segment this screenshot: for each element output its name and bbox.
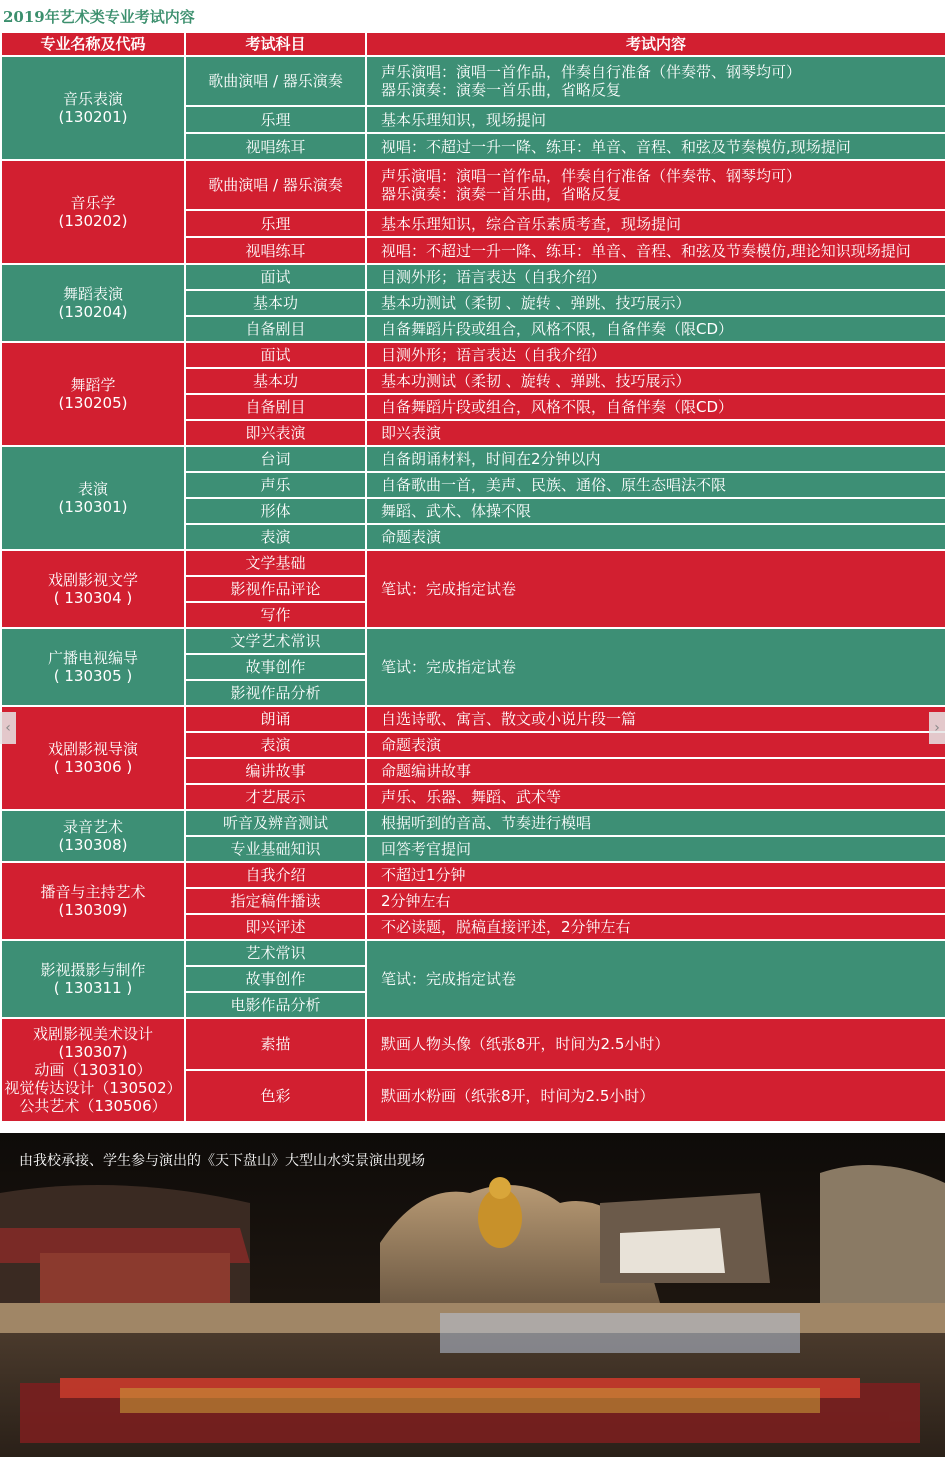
content-line: 自选诗歌、寓言、散文或小说片段一篇 — [381, 710, 637, 728]
exam-content-table — [0, 31, 945, 1123]
content-cell — [366, 160, 945, 210]
major-name-line: 舞蹈学 — [70, 376, 116, 394]
content-line: 声乐演唱：演唱一首作品，伴奏自行准备（伴奏带、钢琴均可） — [381, 63, 802, 81]
table-row — [1, 862, 945, 888]
subject-cell: 影视作品分析 — [185, 680, 366, 706]
content-cell — [366, 210, 945, 237]
content-line: 默画人物头像（纸张8开，时间为2.5小时） — [381, 1035, 670, 1053]
table-row — [1, 160, 945, 210]
next-arrow-button[interactable]: › — [929, 712, 945, 744]
major-cell — [1, 810, 185, 862]
content-line: 不超过1分钟 — [381, 866, 466, 884]
subject-cell: 歌曲演唱 / 器乐演奏 — [185, 56, 366, 106]
content-line: 即兴表演 — [381, 424, 442, 442]
major-name-line: (130204) — [58, 303, 128, 321]
subject-cell: 电影作品分析 — [185, 992, 366, 1018]
major-name-line: 动画（130310） — [34, 1061, 152, 1079]
major-cell — [1, 160, 185, 264]
major-name-line: 录音艺术 — [62, 818, 123, 836]
content-line: 自备舞蹈片段或组合，风格不限，自备伴奏（限CD） — [381, 320, 734, 338]
content-line: 根据听到的音高、节奏进行模唱 — [381, 814, 592, 832]
major-name-line: (130301) — [58, 498, 128, 516]
table-row — [1, 446, 945, 472]
table-row — [1, 628, 945, 654]
content-cell — [366, 914, 945, 940]
content-cell — [366, 106, 945, 133]
table-row — [1, 940, 945, 966]
table-row — [1, 706, 945, 732]
table-row — [1, 1018, 945, 1070]
major-cell — [1, 264, 185, 342]
content-line: 基本功测试（柔韧 、旋转 、弹跳、技巧展示） — [381, 294, 691, 312]
content-cell — [366, 446, 945, 472]
content-cell — [366, 264, 945, 290]
subject-cell: 表演 — [185, 524, 366, 550]
content-cell — [366, 498, 945, 524]
major-cell — [1, 706, 185, 810]
major-name-line: (130205) — [58, 394, 128, 412]
header-subject: 考试科目 — [185, 32, 366, 56]
major-name-line: 播音与主持艺术 — [40, 883, 146, 901]
header-major: 专业名称及代码 — [1, 32, 185, 56]
subject-cell: 面试 — [185, 264, 366, 290]
content-cell — [366, 784, 945, 810]
content-line: 声乐演唱：演唱一首作品，伴奏自行准备（伴奏带、钢琴均可） — [381, 167, 802, 185]
content-line: 命题编讲故事 — [381, 762, 472, 780]
subject-cell: 乐理 — [185, 106, 366, 133]
subject-cell: 乐理 — [185, 210, 366, 237]
subject-cell: 即兴表演 — [185, 420, 366, 446]
performance-photo — [0, 1133, 945, 1457]
content-cell — [366, 1070, 945, 1122]
content-cell — [366, 133, 945, 160]
content-line: 命题表演 — [381, 528, 442, 546]
prev-arrow-button[interactable]: ‹ — [0, 712, 16, 744]
table-row — [1, 810, 945, 836]
content-cell — [366, 342, 945, 368]
content-line: 基本乐理知识，综合音乐素质考查，现场提问 — [381, 214, 682, 233]
major-name-line: 音乐学 — [70, 194, 116, 212]
content-cell — [366, 862, 945, 888]
major-name-line: (130308) — [58, 836, 128, 854]
content-cell — [366, 836, 945, 862]
content-cell — [366, 472, 945, 498]
subject-cell: 故事创作 — [185, 654, 366, 680]
major-name-line: 公共艺术（130506） — [19, 1097, 167, 1115]
content-line: 器乐演奏：演奏一首乐曲，省略反复 — [381, 81, 622, 99]
content-line: 视唱：不超过一升一降、练耳：单音、音程、和弦及节奏模仿,理论知识现场提问 — [381, 241, 911, 260]
major-name-line: ( 130304 ) — [53, 589, 133, 607]
subject-cell: 朗诵 — [185, 706, 366, 732]
subject-cell: 歌曲演唱 / 器乐演奏 — [185, 160, 366, 210]
subject-cell: 面试 — [185, 342, 366, 368]
content-cell — [366, 732, 945, 758]
content-cell — [366, 316, 945, 342]
subject-cell: 听音及辨音测试 — [185, 810, 366, 836]
major-name-line: ( 130306 ) — [53, 758, 133, 776]
content-cell — [366, 420, 945, 446]
major-cell — [1, 1018, 185, 1122]
content-line: 目测外形；语言表达（自我介绍） — [381, 346, 607, 364]
subject-cell: 才艺展示 — [185, 784, 366, 810]
content-line: 声乐、乐器、舞蹈、武术等 — [381, 788, 562, 806]
content-line: 舞蹈、武术、体操不限 — [381, 502, 532, 520]
content-cell — [366, 368, 945, 394]
subject-cell: 自我介绍 — [185, 862, 366, 888]
table-row — [1, 342, 945, 368]
content-line: 回答考官提问 — [381, 840, 472, 858]
subject-cell: 色彩 — [185, 1070, 366, 1122]
header-content: 考试内容 — [366, 32, 945, 56]
subject-cell: 故事创作 — [185, 966, 366, 992]
content-cell — [366, 290, 945, 316]
content-line: 不必读题，脱稿直接评述，2分钟左右 — [381, 918, 631, 936]
subject-cell: 视唱练耳 — [185, 237, 366, 264]
page-title: 2019年艺术类专业考试内容 — [3, 8, 195, 26]
subject-cell: 基本功 — [185, 290, 366, 316]
subject-cell: 自备剧目 — [185, 394, 366, 420]
content-cell: 笔试：完成指定试卷 — [366, 940, 945, 1018]
content-line: 自备朗诵材料，时间在2分钟以内 — [381, 450, 601, 468]
content-cell — [366, 758, 945, 784]
subject-cell: 自备剧目 — [185, 316, 366, 342]
major-cell — [1, 342, 185, 446]
subject-cell: 专业基础知识 — [185, 836, 366, 862]
content-cell — [366, 706, 945, 732]
photo-caption: 由我校承接、学生参与演出的《天下盘山》大型山水实景演出现场 — [19, 1153, 425, 1169]
subject-cell: 基本功 — [185, 368, 366, 394]
major-name-line: (130201) — [58, 108, 128, 126]
content-cell — [366, 394, 945, 420]
major-cell — [1, 56, 185, 160]
subject-cell: 文学艺术常识 — [185, 628, 366, 654]
subject-cell: 视唱练耳 — [185, 133, 366, 160]
major-cell — [1, 446, 185, 550]
major-name-line: (130309) — [58, 901, 128, 919]
subject-cell: 编讲故事 — [185, 758, 366, 784]
content-line: 默画水粉画（纸张8开，时间为2.5小时） — [381, 1087, 655, 1105]
major-name-line: 戏剧影视美术设计(130307) — [32, 1025, 153, 1061]
subject-cell: 素描 — [185, 1018, 366, 1070]
table-row — [1, 56, 945, 106]
subject-cell: 指定稿件播读 — [185, 888, 366, 914]
content-line: 2分钟左右 — [381, 892, 451, 910]
subject-cell: 写作 — [185, 602, 366, 628]
major-name-line: 视觉传达设计（130502） — [4, 1079, 182, 1097]
subject-cell: 台词 — [185, 446, 366, 472]
content-line: 自备舞蹈片段或组合，风格不限，自备伴奏（限CD） — [381, 398, 734, 416]
major-name-line: (130202) — [58, 212, 128, 230]
content-line: 基本功测试（柔韧 、旋转 、弹跳、技巧展示） — [381, 372, 691, 390]
major-name-line: ( 130305 ) — [53, 667, 133, 685]
content-line: 目测外形；语言表达（自我介绍） — [381, 268, 607, 286]
content-cell — [366, 810, 945, 836]
content-cell: 笔试：完成指定试卷 — [366, 628, 945, 706]
major-name-line: 舞蹈表演 — [62, 285, 123, 303]
subject-cell: 文学基础 — [185, 550, 366, 576]
exam-table-body — [1, 56, 945, 1122]
major-cell — [1, 550, 185, 628]
major-name-line: ( 130311 ) — [53, 979, 133, 997]
content-line: 视唱：不超过一升一降、练耳：单音、音程、和弦及节奏模仿,现场提问 — [381, 137, 851, 156]
major-name-line: 戏剧影视导演 — [47, 740, 138, 758]
content-cell — [366, 56, 945, 106]
content-line: 基本乐理知识，现场提问 — [381, 110, 547, 129]
content-line: 命题表演 — [381, 736, 442, 754]
subject-cell: 表演 — [185, 732, 366, 758]
content-cell: 笔试：完成指定试卷 — [366, 550, 945, 628]
major-cell — [1, 628, 185, 706]
content-cell — [366, 237, 945, 264]
table-row — [1, 550, 945, 576]
table-row — [1, 264, 945, 290]
major-cell — [1, 940, 185, 1018]
subject-cell: 影视作品评论 — [185, 576, 366, 602]
content-cell — [366, 524, 945, 550]
content-line: 器乐演奏：演奏一首乐曲，省略反复 — [381, 185, 622, 203]
subject-cell: 形体 — [185, 498, 366, 524]
major-name-line: 表演 — [77, 480, 108, 498]
major-name-line: 戏剧影视文学 — [47, 571, 138, 589]
subject-cell: 艺术常识 — [185, 940, 366, 966]
major-cell — [1, 862, 185, 940]
subject-cell: 即兴评述 — [185, 914, 366, 940]
subject-cell: 声乐 — [185, 472, 366, 498]
major-name-line: 广播电视编导 — [47, 649, 138, 667]
content-line: 自备歌曲一首，美声、民族、通俗、原生态唱法不限 — [381, 476, 727, 494]
major-name-line: 影视摄影与制作 — [40, 961, 146, 979]
content-cell — [366, 888, 945, 914]
content-cell — [366, 1018, 945, 1070]
major-name-line: 音乐表演 — [62, 90, 123, 108]
